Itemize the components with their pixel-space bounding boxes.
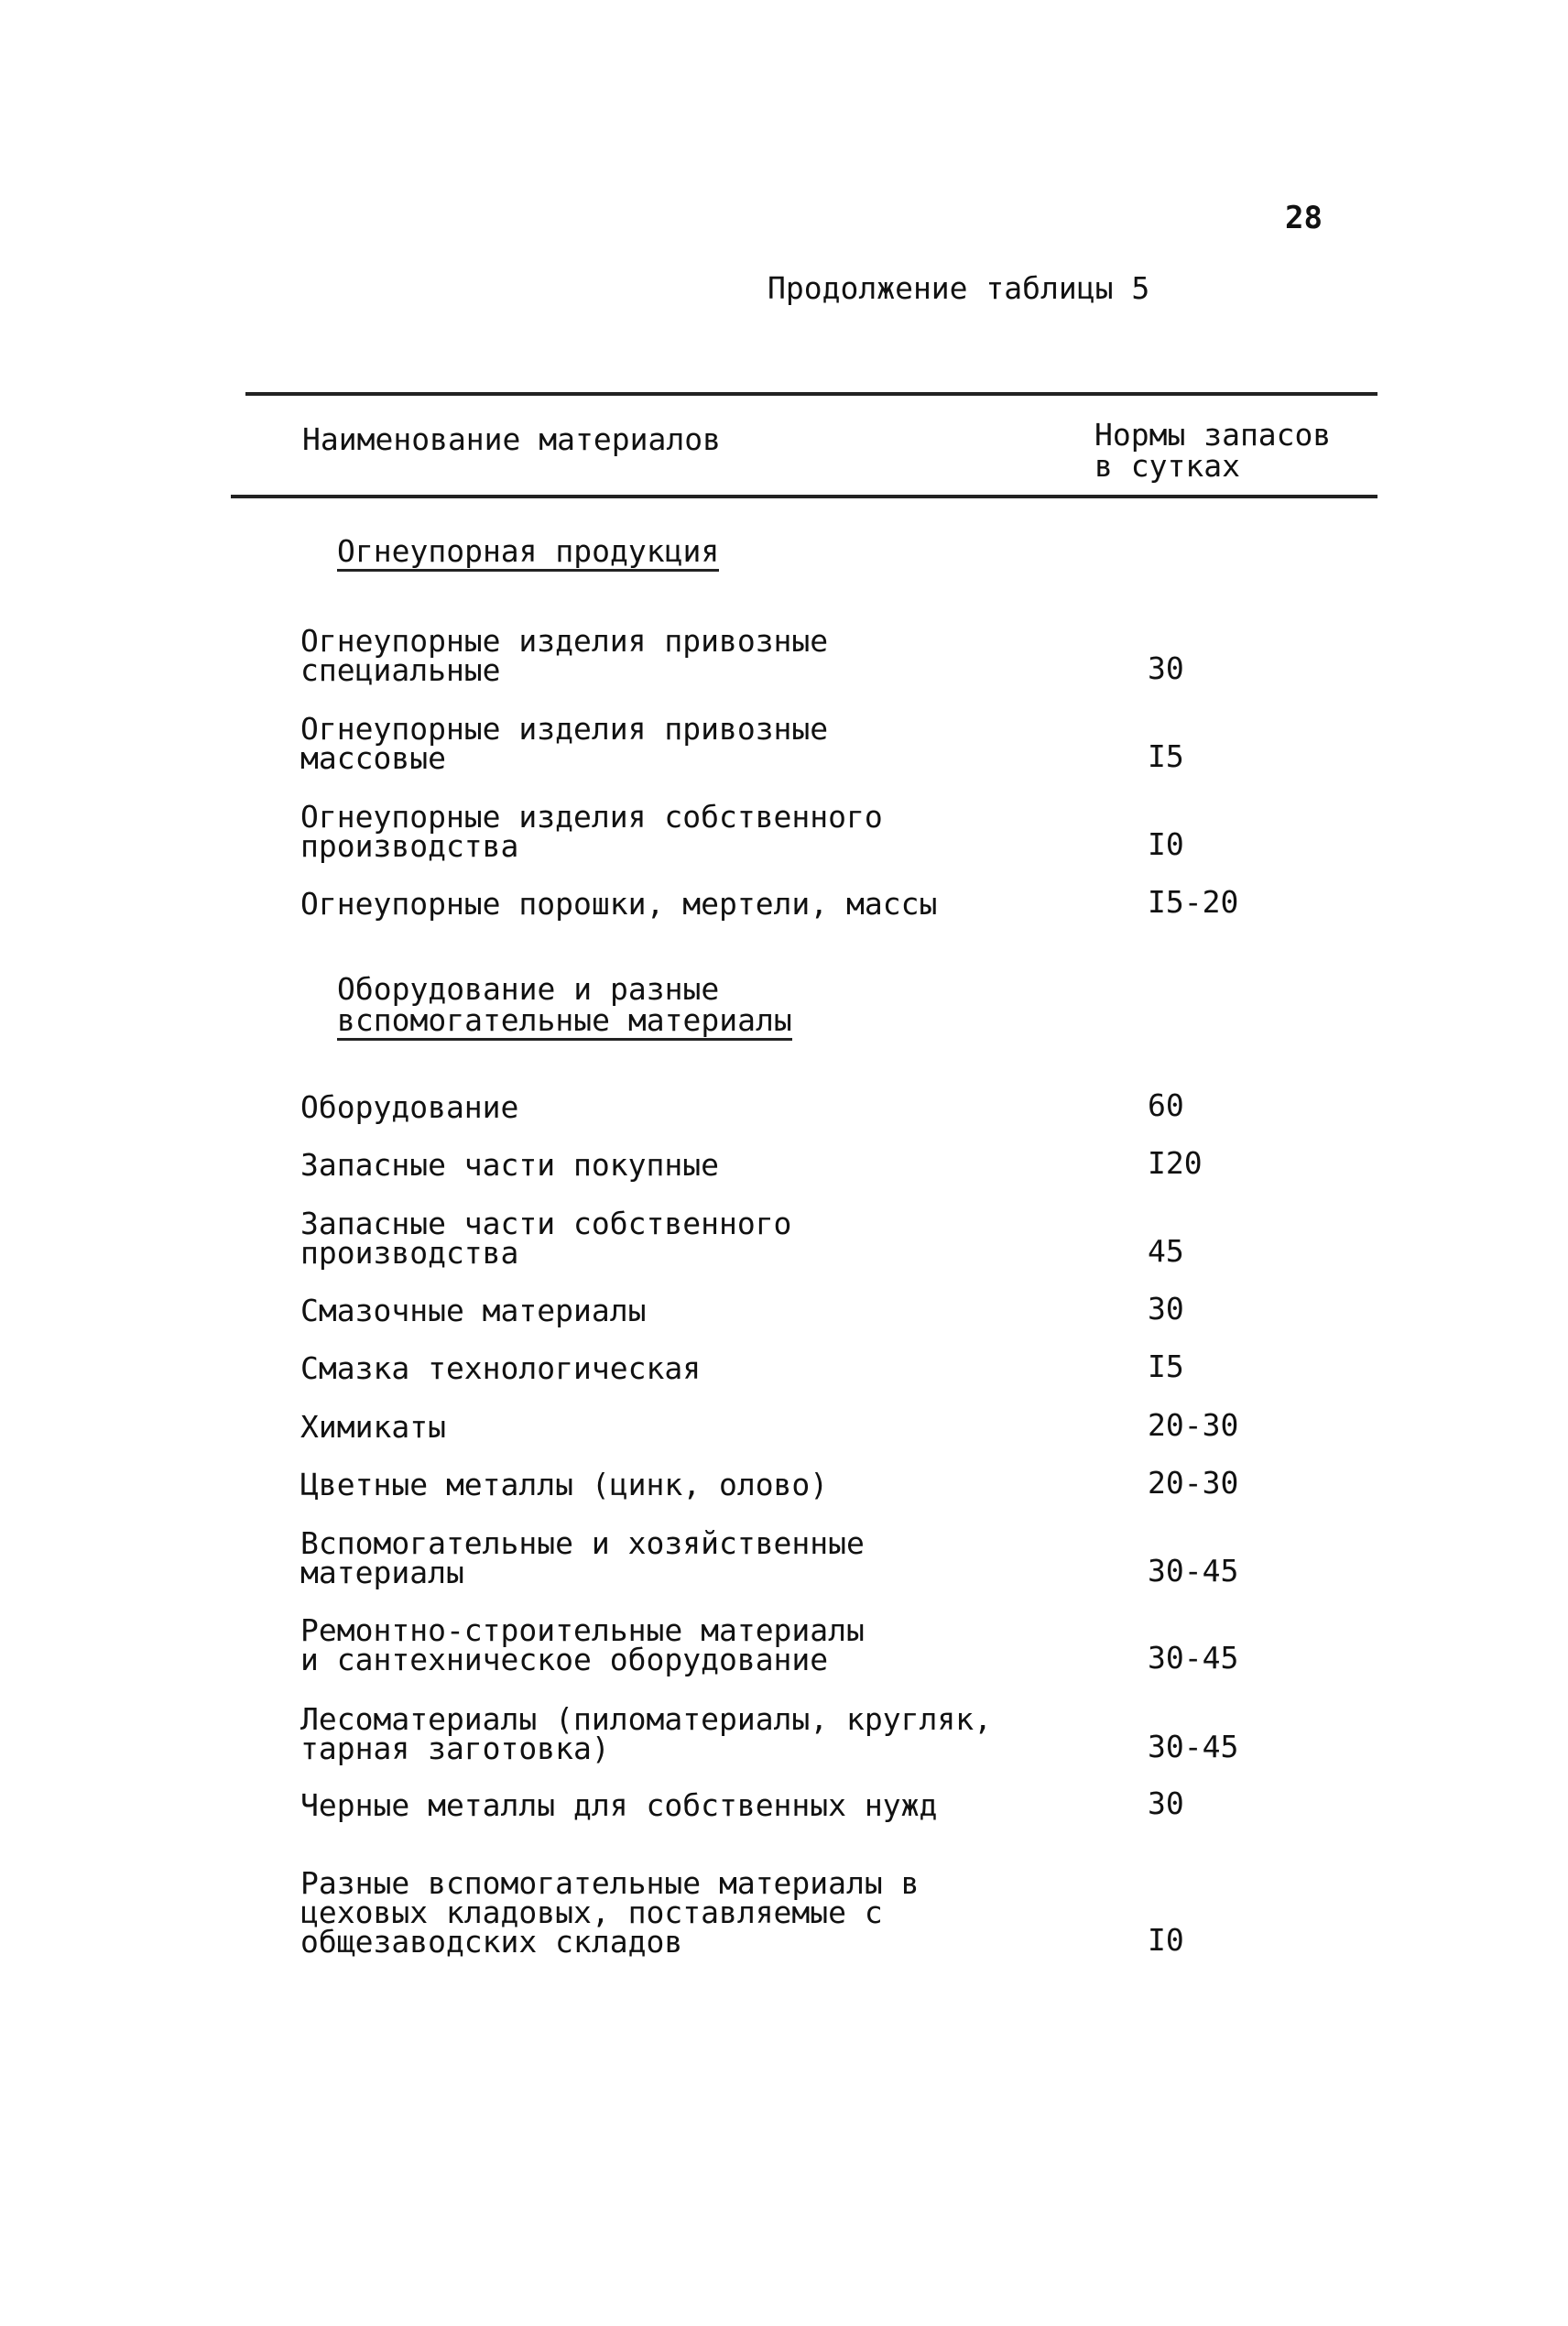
column-header-norms bbox=[1094, 417, 1332, 484]
table-row bbox=[300, 1601, 1354, 1675]
row-value: 45 bbox=[1148, 1233, 1184, 1269]
row-name bbox=[300, 1787, 938, 1823]
section-title-line1: Оборудование и разные bbox=[337, 971, 720, 1007]
row-name-line: массовые bbox=[300, 740, 446, 776]
row-value: 30 bbox=[1148, 1785, 1184, 1821]
row-name-line: Смазочные материалы bbox=[300, 1293, 647, 1328]
section-title: Огнеупорная продукция bbox=[337, 536, 719, 572]
row-value: I0 bbox=[1148, 1922, 1184, 1958]
row-name-line: материалы bbox=[300, 1555, 464, 1590]
row-name-line: Огнеупорные порошки, мертели, массы bbox=[300, 886, 938, 922]
row-value: 30 bbox=[1148, 1291, 1184, 1327]
section-heading-equipment bbox=[337, 971, 792, 1041]
row-name bbox=[300, 1467, 829, 1502]
row-name-line: Огнеупорные изделия собственного bbox=[300, 799, 883, 835]
row-name-line: Смазка технологическая bbox=[300, 1350, 702, 1386]
row-value: I0 bbox=[1148, 826, 1184, 862]
page-number: 28 bbox=[1285, 200, 1323, 236]
row-name-line: Ремонтно-строительные материалы bbox=[300, 1612, 865, 1648]
table-row bbox=[300, 612, 1354, 688]
row-name-line: Разные вспомогательные материалы в bbox=[300, 1865, 920, 1901]
row-name bbox=[300, 1147, 719, 1183]
row-name-line: производства bbox=[300, 1235, 519, 1271]
table-row bbox=[300, 1107, 1354, 1183]
row-name-line: общезаводских складов bbox=[300, 1924, 683, 1960]
table-row bbox=[300, 1514, 1354, 1588]
column-header-norms-line2: в сутках bbox=[1094, 448, 1240, 484]
row-name-line: Цветные металлы (цинк, олово) bbox=[300, 1467, 829, 1502]
table-row bbox=[300, 846, 1354, 922]
row-value: 30-45 bbox=[1148, 1729, 1239, 1764]
row-name-line: Лесоматериалы (пиломатериалы, кругляк, bbox=[300, 1701, 992, 1737]
table-row bbox=[300, 1865, 1354, 1960]
row-value: 30-45 bbox=[1148, 1553, 1239, 1589]
table-caption: Продолжение таблицы 5 bbox=[768, 270, 1150, 306]
row-value: 20-30 bbox=[1148, 1407, 1239, 1443]
row-name bbox=[300, 886, 938, 922]
row-value: 20-30 bbox=[1148, 1465, 1239, 1501]
row-name-line: и сантехническое оборудование bbox=[300, 1642, 829, 1677]
row-name-line: тарная заготовка) bbox=[300, 1731, 610, 1766]
row-name bbox=[300, 623, 829, 688]
row-name bbox=[300, 1525, 865, 1590]
table-row bbox=[300, 1426, 1354, 1500]
row-name-line: Запасные части собственного bbox=[300, 1206, 792, 1241]
row-value: 30 bbox=[1148, 650, 1184, 686]
row-name-line: Огнеупорные изделия привозные bbox=[300, 711, 829, 747]
row-name bbox=[300, 1612, 865, 1677]
row-name-line: Химикаты bbox=[300, 1409, 446, 1445]
row-name-line: цеховых кладовых, поставляемые с bbox=[300, 1895, 883, 1930]
section-heading-refractory bbox=[337, 533, 720, 572]
row-name-line: Запасные части покупные bbox=[300, 1147, 719, 1183]
table-row bbox=[300, 700, 1354, 776]
table-top-rule bbox=[245, 392, 1377, 396]
row-name-line: Оборудование bbox=[300, 1089, 519, 1125]
row-value: I5-20 bbox=[1148, 884, 1239, 920]
table-row bbox=[300, 1747, 1354, 1823]
row-value: I20 bbox=[1148, 1145, 1203, 1181]
row-name-line: Вспомогательные и хозяйственные bbox=[300, 1525, 865, 1561]
row-name-line: Черные металлы для собственных нужд bbox=[300, 1787, 938, 1823]
row-value: 30-45 bbox=[1148, 1640, 1239, 1676]
row-value: 60 bbox=[1148, 1087, 1184, 1123]
row-name-line: производства bbox=[300, 828, 519, 864]
row-name bbox=[300, 1865, 920, 1960]
column-header-norms-line1: Нормы запасов bbox=[1094, 417, 1332, 453]
section-title-line2: вспомогательные материалы bbox=[337, 1005, 792, 1041]
row-value: I5 bbox=[1148, 1349, 1184, 1384]
row-name-line: Огнеупорные изделия привозные bbox=[300, 623, 829, 659]
row-name bbox=[300, 711, 829, 776]
row-name-line: специальные bbox=[300, 652, 501, 688]
row-value: I5 bbox=[1148, 738, 1184, 774]
header-bottom-rule bbox=[231, 495, 1377, 498]
column-header-materials: Наименование материалов bbox=[302, 421, 721, 457]
